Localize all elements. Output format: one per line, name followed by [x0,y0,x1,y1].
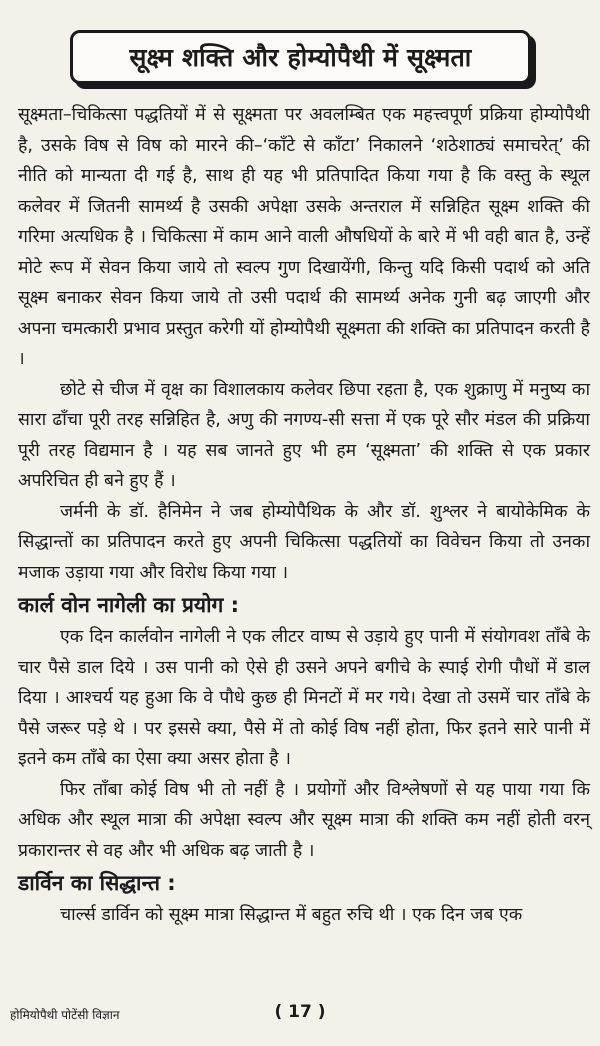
paragraph-6: चार्ल्स डार्विन को सूक्ष्म मात्रा सिद्धान्त में बहुत रुचि थी । एक दिन जब एक [60,905,523,925]
paragraph-5: फिर ताँबा कोई विष भी तो नहीं है । प्रयोगों और विश्लेषणों से यह पाया गया कि अधिक और स्थूल मात्रा की अपेक्षा स्वल्प और सूक्ष्म मात्रा की शक्ति कम नहीं होती वरन् प्रकारान्तर से वह और भी अधिक बढ़ जाती है । [18,779,590,861]
footer-book-title: होमियोपैथी पोटेंसी विज्ञान [10,1008,120,1022]
paragraph-4: एक दिन कार्लवोन नागेली ने एक लीटर वाष्प से उड़ाये हुए पानी में संयोगवश ताँबे के चार पैसे डाल दिये । उस पानी को ऐसे ही उसने अपने बगीचे के स्पाई रोगी पौधों में डाल दिया । आश्चर्य यह हुआ कि वे पौधे कुछ ही मिनटों में मर गये। देखा तो उसमें चार ताँबे के पैसे जरूर पड़े थे । पर इससे क्या, पैसे में तो कोई विष नहीं होता, फिर इतने सारे पानी में इतने कम ताँबे का ऐसा क्या असर होता है । [18,627,590,769]
section-heading-nageli: कार्ल वोन नागेली का प्रयोग : [18,593,240,617]
paragraph-3: जर्मनी के डॉ. हैनिमेन ने जब होम्योपैथिक के और डॉ. शुश्लर ने बायोकेमिक के सिद्धान्तों का प्रतिपादन करते हुए अपनी चिकित्सा पद्धतियों का विवेचन किया तो उनका मजाक उड़ाया गया और विरोध किया गया । [18,501,590,583]
page-number: ( 17 ) [274,1002,326,1022]
paragraph-1: सूक्ष्मता–चिकित्सा पद्धतियों में से सूक्ष्मता पर अवलम्बित एक महत्त्वपूर्ण प्रक्रिया होम्योपैथी है, उसके विष से विष को मारने की–‘काँटे से काँटा’ निकालने ‘शठेशाठ्यं समाचरेत्’ की नीति को मान्यता दी गई है, साथ ही यह भी प्रतिपादित किया गया है कि वस्तु के स्थूल कलेवर में जितनी सामर्थ्य है उसकी अपेक्षा उसके अन्तराल में सन्निहित सूक्ष्म शक्ति की गरिमा अत्यधिक है । चिकित्सा में काम आने वाली औषधियों के बारे में भी वही बात है, उन्हें मोटे रूप में सेवन किया जाये तो स्वल्प गुण दिखायेंगी, किन्तु यदि किसी पदार्थ को अति सूक्ष्म बनाकर सेवन किया जाये तो उसी पदार्थ की सामर्थ्य अनेक गुनी बढ़ जाएगी और अपना चमत्कारी प्रभाव प्रस्तुत करेगी यों होम्योपैथी सूक्ष्मता की शक्ति का प्रतिपादन करती है । [18,105,590,369]
chapter-title: सूक्ष्म शक्ति और होम्योपैथी में सूक्ष्मता [129,43,472,72]
page-footer [0,1000,600,1030]
paragraph-2: छोटे से चीज में वृक्ष का विशालकाय कलेवर छिपा रहता है, एक शुक्राणु में मनुष्य का सारा ढाँचा पूरी तरह सन्निहित है, अणु की नगण्य-सी सत्ता में एक पूरे सौर मंडल की प्रक्रिया पूरी तरह विद्यमान है । यह सब जानते हुए भी हम ‘सूक्ष्मता’ की शक्ति से एक प्रकार अपरिचित ही बने हुए हैं । [18,379,590,491]
section-heading-darwin: डार्विन का सिद्धान्त : [18,871,176,895]
chapter-title-box [70,30,531,84]
page-body [18,100,590,931]
